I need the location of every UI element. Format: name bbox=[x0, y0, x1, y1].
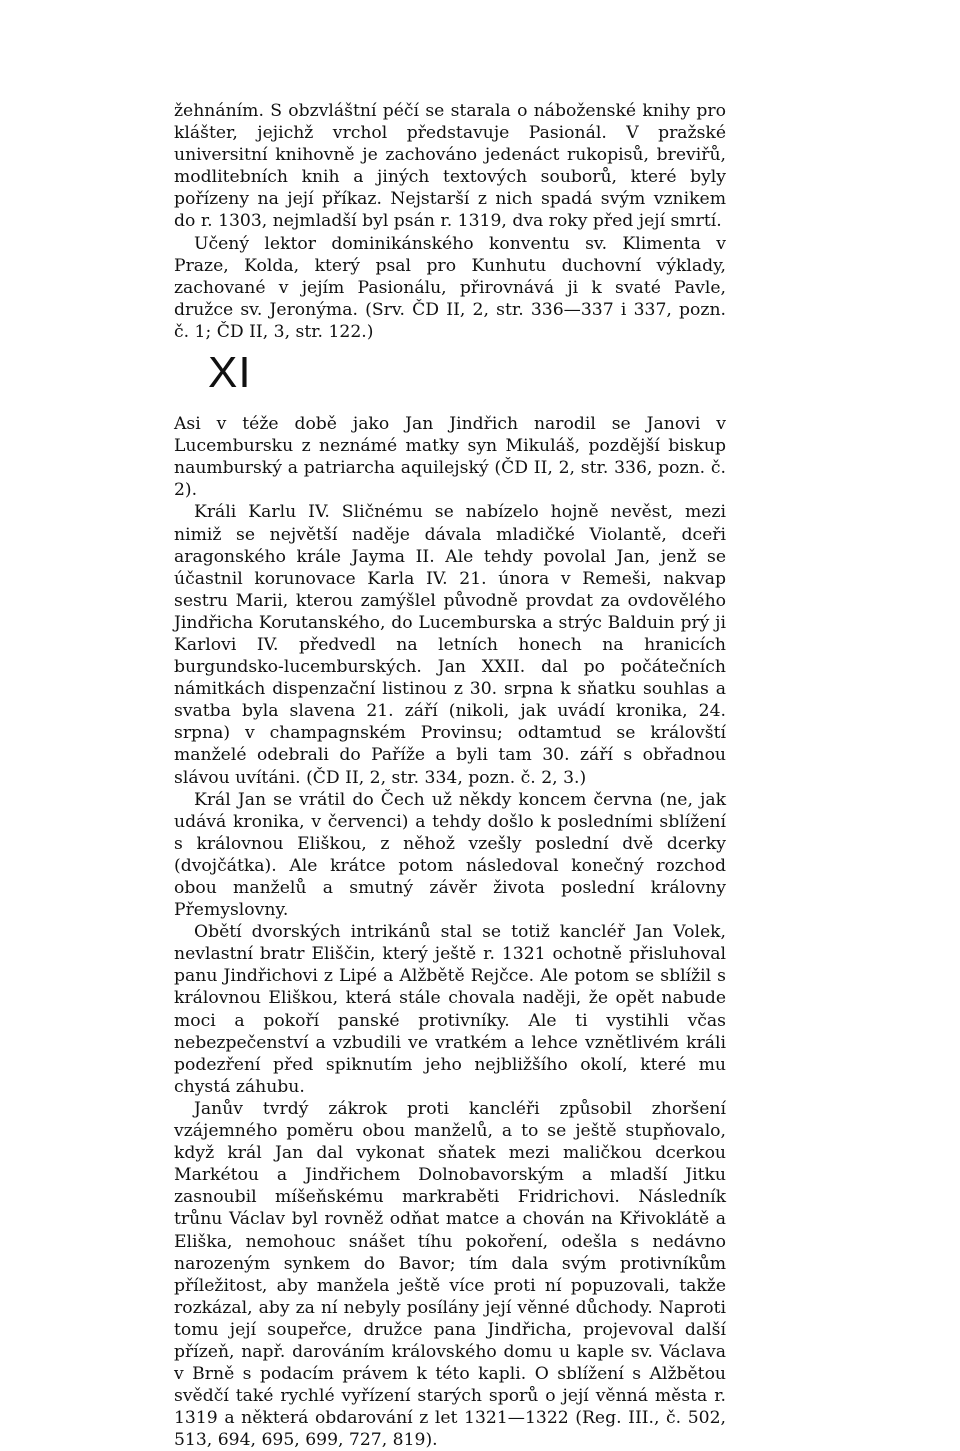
page-text-block bbox=[174, 100, 726, 1451]
chapter-paragraph-3: Král Jan se vrátil do Čech už někdy koncem června (ne, jak udává kronika, v červenci) a tehdy došlo k posledními sblížení s královnou Eliškou, z něhož vzešly poslední dvě dcerky (dvojčátka). Ale krátce potom následoval konečný rozchod obou manželů a smutný závěr života poslední královny Přemyslovny. bbox=[174, 789, 726, 921]
intro-paragraph-1: žehnáním. S obzvláštní péčí se starala o náboženské knihy pro klášter, jejichž vrchol představuje Pasionál. V pražské universitní knihovně je zachováno jedenáct rukopisů, breviřů, modlitebních knih a jiných textových souborů, které byly pořízeny na její příkaz. Nejstarší z nich spadá svým vznikem do r. 1303, nejmladší byl psán r. 1319, dva roky před její smrtí. bbox=[174, 101, 726, 232]
chapter-paragraph-2: Králi Karlu IV. Sličnému se nabízelo hojně nevěst, mezi nimiž se největší naděje dávala mladičké Violantě, dceři aragonského krále Jayma II. Ale tehdy povolal Jan, jenž se účastnil korunovace Karla IV. 21. února v Remeši, nakvap sestru Marii, kterou zamýšlel původně provdat za ovdovělého Jindřicha Korutanského, do Lucemburska a strýc Balduin prý ji Karlovi IV. předvedl na letních honech na hranicích burgundsko-lucemburských. Jan XXII. dal po počátečních námitkách dispenzační listinou z 30. srpna k sňatku souhlas a svatba byla slavena 21. září (nikoli, jak uvádí kronika, 24. srpna) v champagnském Provinsu; odtamtud se královští manželé odebrali do Paříže a byli tam 30. září s obřadnou slávou uvítáni. (ČD II, 2, str. 334, pozn. č. 2, 3.) bbox=[174, 502, 726, 788]
chapter-heading: XI bbox=[208, 348, 252, 398]
chapter-paragraph-4: Obětí dvorských intrikánů stal se totiž kancléř Jan Volek, nevlastní bratr Eliščin, který ještě r. 1321 ochotně přisluhoval panu Jindřichovi z Lipé a Alžbětě Rejčce. Ale potom se sblížil s královnou Eliškou, která stále chovala naději, že opět nabude moci a pokoří panské protivníky. Ale ti vystihli včas nebezpečenství a vzbudili ve vratkém a lehce vznětlivém králi podezření před spiknutím jeho nejbližšího okolí, které mu chystá záhubu. bbox=[174, 922, 726, 1097]
chapter-paragraph-5: Janův tvrdý zákrok proti kancléři způsobil zhoršení vzájemného poměru obou manželů, a to se ještě stupňovalo, když král Jan dal vykonat sňatek mezi maličkou dcerkou Markétou a Jindřichem Dolnobavorským a mladší Jitku zasnoubil míšeňskému markraběti Fridrichovi. Následník trůnu Václav byl rovněž odňat matce a chován na Křivoklátě a Eliška, nemohouc snášet tíhu pokoření, odešla s nedávno narozeným synkem do Bavor; tím dala svým protivníkům příležitost, aby manžela ještě více proti ní popuzovali, takže rozkázal, aby za ní nebyly posílány její věnné důchody. Naproti tomu její soupeřce, družce pana Jindřicha, projevoval další přízeň, např. darováním královského domu u kaple sv. Václava v Brně s podacím právem k této kapli. O sblížení s Alžbětou svědčí také rychlé vyřízení starých sporů o její věnná města r. 1319 a některá obdarování z let 1321—1322 (Reg. III., č. 502, 513, 694, 695, 699, 727, 819). bbox=[174, 1098, 726, 1451]
chapter-paragraph-1: Asi v téže době jako Jan Jindřich narodil se Janovi v Lucembursku z neznámé matky syn Mikuláš, pozdější biskup naumburský a patriarcha aquilejský (ČD II, 2, str. 336, pozn. č. 2). bbox=[174, 414, 726, 501]
intro-paragraph-2: Učený lektor dominikánského konventu sv. Klimenta v Praze, Kolda, který psal pro Kunhutu duchovní výklady, zachované v jejím Pasionálu, přirovnává ji k svaté Pavle, družce sv. Jeronýma. (Srv. ČD II, 2, str. 336—337 i 337, pozn. č. 1; ČD II, 3, str. 122.) bbox=[174, 233, 726, 342]
